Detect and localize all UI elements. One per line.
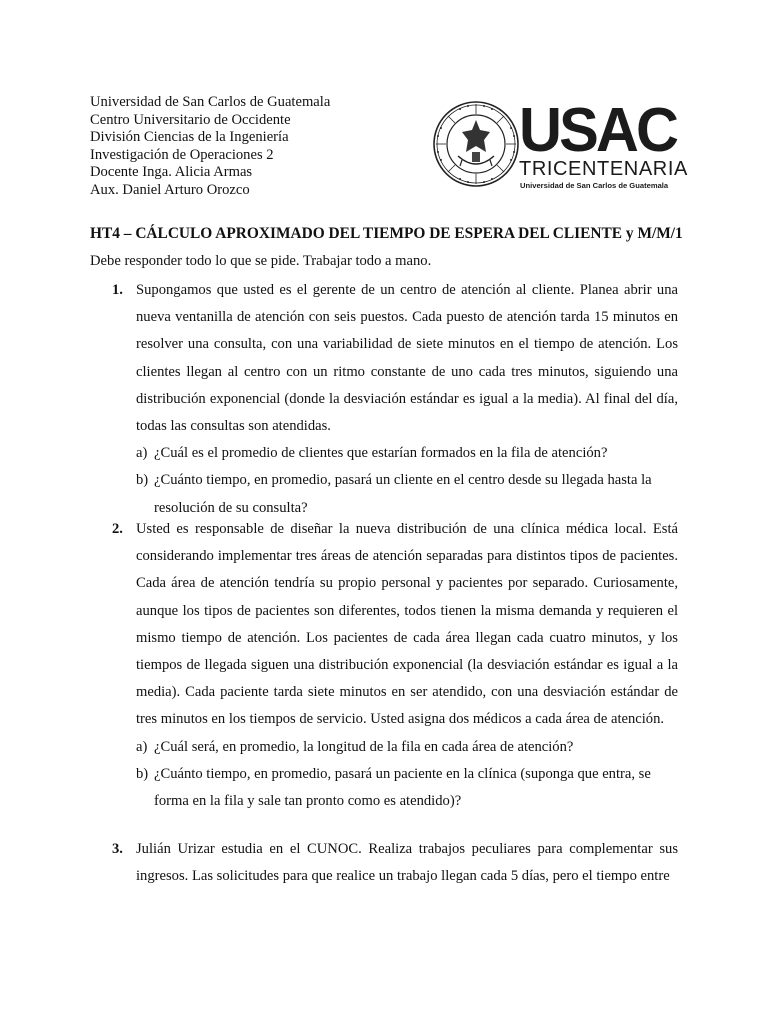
question-number: 1. — [112, 282, 123, 298]
header-division: División Ciencias de la Ingeniería — [90, 129, 289, 146]
usac-logo-subline: Universidad de San Carlos de Guatemala — [520, 181, 669, 190]
question-2-sub-b — [136, 761, 678, 815]
tricentenaria-wordmark: TRICENTENARIA — [519, 158, 688, 180]
institution-header — [90, 94, 330, 200]
sub-letter: b) — [136, 472, 149, 489]
question-text: Julián Urizar estudia en el CUNOC. Realiza trabajos peculiares para complementar sus ingresos. Las solicitudes para que realice un trabajo llegan cada 5 días, pero el tiempo entre — [136, 841, 678, 885]
sub-text: ¿Cuál será, en promedio, la longitud de la fila en cada área de atención? — [154, 738, 574, 755]
question-text: Supongamos que usted es el gerente de un centro de atención al cliente. Planea abrir una nueva ventanilla de atención con seis puestos. Cada puesto de atención tarda 15 minutos en resolver una consulta, con una variabilidad de siete minutos en el tiempo de atención. Los clientes llegan al centro con un ritmo constante de uno cada tres minutos, siguiendo una distribución exponencial (donde la desviación estándar es igual a la media). Al final del día, todas las consultas son atendidas. — [136, 282, 678, 435]
sub-text: ¿Cuánto tiempo, en promedio, pasará un cliente en el centro desde su llegada hasta la resolución de su consulta? — [154, 472, 652, 516]
header-university: Universidad de San Carlos de Guatemala — [90, 94, 331, 110]
university-seal-icon — [432, 100, 520, 188]
question-2 — [112, 516, 678, 815]
question-number: 2. — [112, 521, 123, 537]
header-course: Investigación de Operaciones 2 — [90, 146, 274, 163]
sub-text: ¿Cuánto tiempo, en promedio, pasará un paciente en la clínica (suponga que entra, se forma en la fila y sale tan pronto como es atendido)? — [154, 765, 651, 810]
header-center: Centro Universitario de Occidente — [90, 111, 291, 128]
question-2-sub-a — [136, 734, 678, 761]
usac-logo — [432, 96, 688, 196]
usac-wordmark: USAC — [519, 96, 677, 165]
assignment-instruction: Debe responder todo lo que se pide. Trabajar todo a mano. — [90, 253, 432, 269]
sub-letter: a) — [136, 445, 148, 462]
header-teacher: Docente Inga. Alicia Armas — [90, 164, 253, 181]
question-number: 3. — [112, 841, 123, 857]
sub-letter: b) — [136, 765, 149, 782]
question-1-sub-b — [136, 467, 678, 521]
question-1 — [112, 277, 678, 522]
header-assistant: Aux. Daniel Arturo Orozco — [90, 181, 250, 198]
question-text: Usted es responsable de diseñar la nueva distribución de una clínica médica local. Está considerando implementar tres áreas de atención separadas para distintos tipos de pacientes. Cada área de atención tendría su propio personal y pacientes por separado. Curiosamente, aunque los tipos de pacientes son diferentes, todos tienen la misma demanda y requieren el mismo tiempo de atención. Los pacientes de cada área llegan cada cuatro minutos, y los tiempos de llegada siguen una distribución exponencial (la desviación estándar es igual a la media). Cada paciente tarda siete minutos en ser atendido, con una desviación estándar de tres minutos en los tiempos de servicio. Usted asigna dos médicos a cada área de atención. — [136, 521, 678, 728]
sub-letter: a) — [136, 738, 148, 755]
sub-text: ¿Cuál es el promedio de clientes que estarían formados en la fila de atención? — [154, 445, 608, 462]
question-3 — [112, 836, 678, 890]
assignment-title: HT4 – CÁLCULO APROXIMADO DEL TIEMPO DE ESPERA DEL CLIENTE y M/M/1 — [90, 225, 683, 242]
question-1-sub-a — [136, 440, 678, 467]
